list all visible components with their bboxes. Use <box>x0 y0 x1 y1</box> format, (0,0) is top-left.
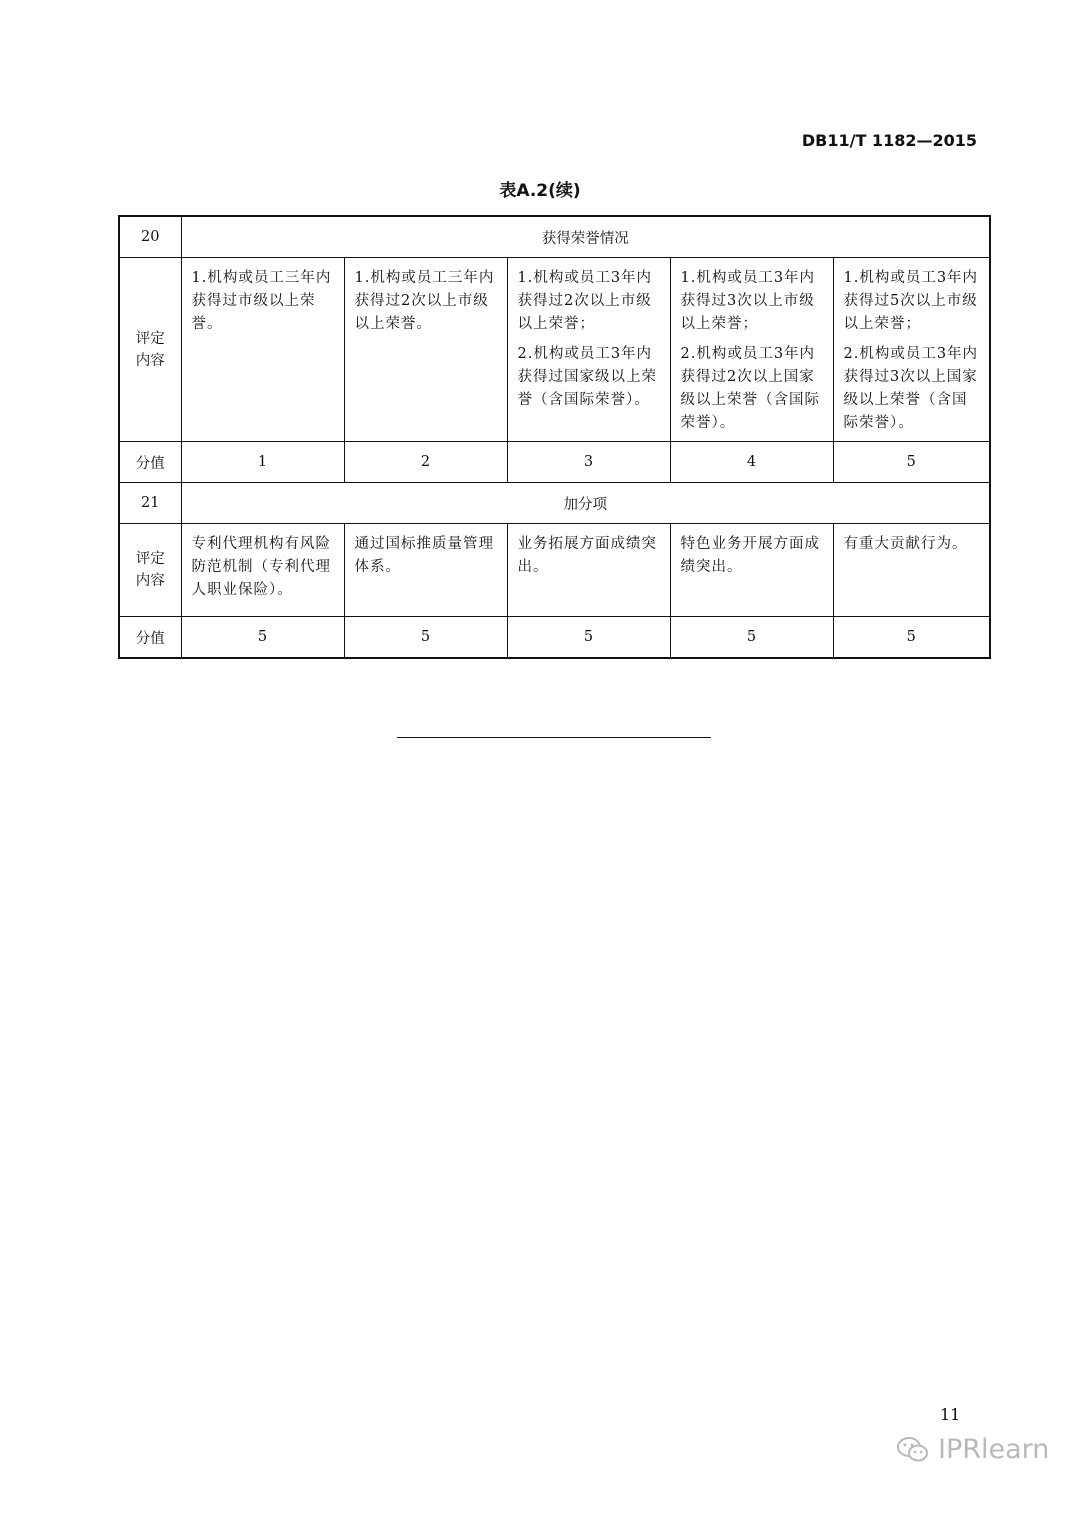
wechat-icon <box>896 1435 930 1465</box>
section-title-row <box>119 483 990 524</box>
criteria-cell <box>344 524 507 617</box>
criteria-text: 2.机构或员工3年内获得过2次以上国家级以上荣誉（含国际荣誉）。 <box>680 346 820 431</box>
criteria-label: 评定 内容 <box>119 258 181 442</box>
criteria-cell <box>833 524 990 617</box>
criteria-text: 1.机构或员工3年内获得过3次以上市级以上荣誉； <box>680 270 816 332</box>
score-label: 分值 <box>119 617 181 659</box>
criteria-label: 评定 内容 <box>119 524 181 617</box>
section-title-row <box>119 216 990 258</box>
score-value: 1 <box>181 442 344 483</box>
evaluation-table <box>118 215 991 659</box>
criteria-text: 特色业务开展方面成绩突出。 <box>680 536 820 575</box>
criteria-cell <box>181 524 344 617</box>
criteria-cell <box>670 258 833 442</box>
score-value: 5 <box>833 442 990 483</box>
criteria-text: 业务拓展方面成绩突出。 <box>517 536 657 575</box>
watermark <box>896 1434 1049 1465</box>
document-code: DB11/T 1182—2015 <box>801 131 977 150</box>
score-value: 5 <box>344 617 507 659</box>
section-number: 20 <box>119 216 181 258</box>
criteria-text: 2.机构或员工3年内获得过国家级以上荣誉（含国际荣誉）。 <box>517 346 657 408</box>
criteria-text: 有重大贡献行为。 <box>843 536 968 552</box>
score-row <box>119 617 990 659</box>
criteria-text: 1.机构或员工三年内获得过2次以上市级以上荣誉。 <box>354 270 495 332</box>
criteria-row <box>119 524 990 617</box>
section-title: 获得荣誉情况 <box>181 216 990 258</box>
score-value: 3 <box>507 442 670 483</box>
criteria-text: 1.机构或员工3年内获得过5次以上市级以上荣誉； <box>843 270 979 332</box>
score-label: 分值 <box>119 442 181 483</box>
score-value: 5 <box>181 617 344 659</box>
criteria-text: 1.机构或员工三年内获得过市级以上荣誉。 <box>191 270 332 332</box>
criteria-cell <box>670 524 833 617</box>
criteria-cell <box>344 258 507 442</box>
criteria-text: 1.机构或员工3年内获得过2次以上市级以上荣誉； <box>517 270 653 332</box>
criteria-text: 2.机构或员工3年内获得过3次以上国家级以上荣誉（含国际荣誉）。 <box>843 346 979 431</box>
section-number: 21 <box>119 483 181 524</box>
page-number: 11 <box>940 1405 961 1424</box>
watermark-text: IPRlearn <box>938 1434 1050 1465</box>
criteria-cell <box>507 258 670 442</box>
score-value: 5 <box>833 617 990 659</box>
criteria-row <box>119 258 990 442</box>
score-value: 5 <box>670 617 833 659</box>
criteria-cell <box>181 258 344 442</box>
score-value: 5 <box>507 617 670 659</box>
criteria-cell <box>833 258 990 442</box>
section-title: 加分项 <box>181 483 990 524</box>
score-row <box>119 442 990 483</box>
end-rule <box>397 737 711 738</box>
table-title: 表A.2(续) <box>499 181 581 201</box>
score-value: 4 <box>670 442 833 483</box>
criteria-text: 通过国标推质量管理体系。 <box>354 536 494 575</box>
criteria-cell <box>507 524 670 617</box>
score-value: 2 <box>344 442 507 483</box>
criteria-text: 专利代理机构有风险防范机制（专利代理人职业保险）。 <box>191 536 331 598</box>
